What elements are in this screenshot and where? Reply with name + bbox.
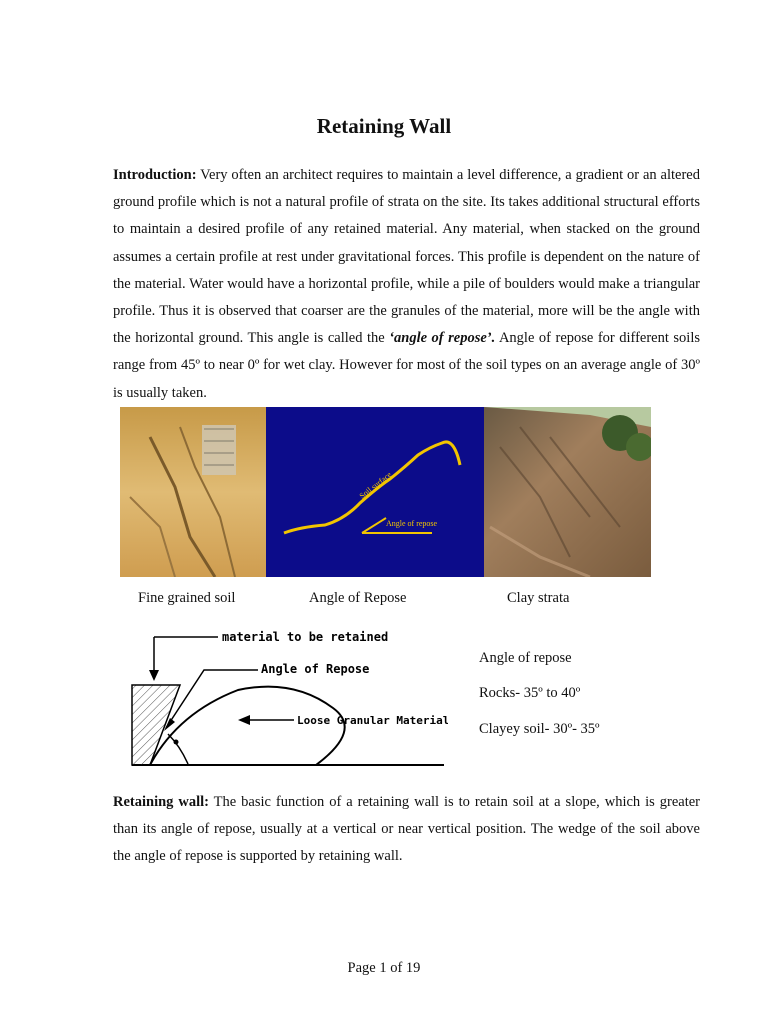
clay-strata-photo: [484, 407, 651, 577]
material-to-be-retained-label: material to be retained: [222, 630, 389, 644]
angle-of-repose-figure: [266, 407, 484, 577]
angle-of-repose-diagram-label: Angle of Repose: [261, 662, 370, 676]
caption-clay-strata: Clay strata: [507, 590, 570, 606]
retaining-wall-label: Retaining wall:: [113, 794, 209, 810]
page-number: Page 1 of 19: [347, 960, 421, 976]
angle-of-repose-label: Angle of repose: [386, 519, 438, 528]
caption-fine-grained-soil: Fine grained soil: [138, 590, 236, 606]
side-note-clayey-soil: Clayey soil- 30º- 35º: [479, 721, 600, 737]
fine-grained-soil-photo: [120, 407, 266, 577]
intro-paragraph: [113, 162, 700, 407]
side-note-heading: Angle of repose: [479, 650, 572, 666]
soil-photo-strip: [120, 407, 651, 577]
side-note-rocks: Rocks- 35º to 40º: [479, 685, 581, 701]
page-title: Retaining Wall: [316, 114, 452, 138]
retaining-wall-diagram: [118, 618, 448, 773]
intro-text: Very often an architect requires to maintain a level difference, a gradient or an altered ground profile which is not a natural profile of strata on the site. Its takes additional structural efforts to maintain a desired profile of any retained material. Any material, when stacked on the ground assumes a certain profile at rest under gravitational forces. This profile is dependent on the nature of the material. Water would have a horizontal profile, while a pile of boulders would make a triangular profile. Thus it is observed that coarser are the granules of the material, more will be the angle with the horizontal ground. This angle is called the: [113, 167, 700, 347]
intro-label: Introduction:: [113, 167, 197, 183]
retaining-wall-paragraph: [113, 789, 700, 871]
caption-angle-of-repose: Angle of Repose: [309, 590, 407, 606]
loose-granular-material-label: Loose Granular Material: [297, 714, 448, 727]
retaining-wall-text: The basic function of a retaining wall is to retain soil at a slope, which is greater than its angle of repose, usually at a vertical or near vertical position. The wedge of the soil above the angle of repose is supported by retaining wall.: [113, 794, 700, 865]
soil-surface-label: Soil surface: [357, 470, 394, 501]
intro-text-end: Angle of repose for different soils range from 45º to near 0º for wet clay. However for most of the soil types on an average angle of 30º is usually taken.: [113, 330, 701, 401]
angle-of-repose-term: ‘angle of repose’.: [389, 330, 496, 347]
